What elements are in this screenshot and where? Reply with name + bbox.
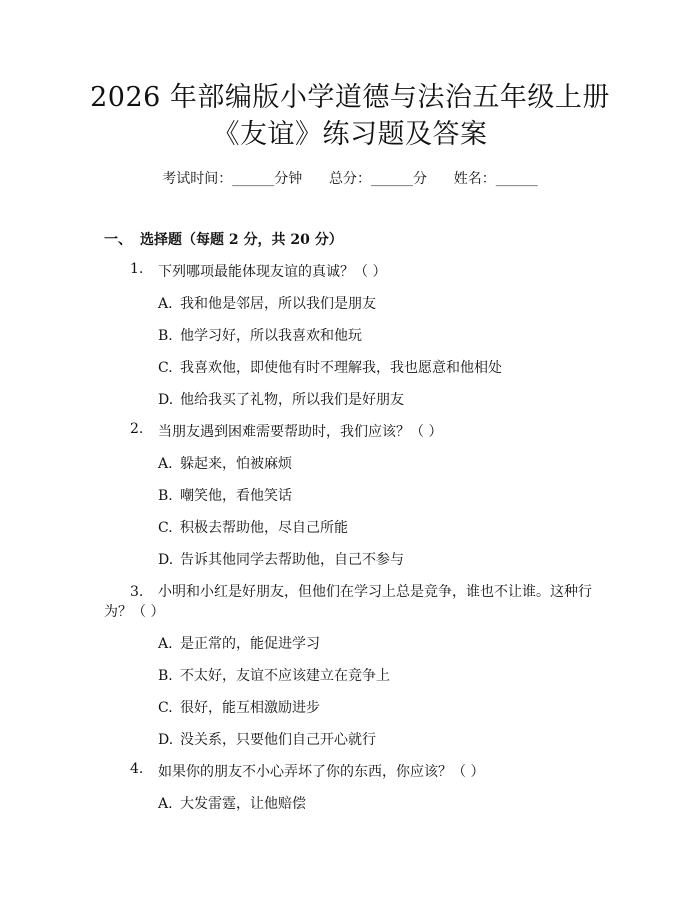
option-label: C. bbox=[158, 520, 173, 536]
option-text: 他给我买了礼物，所以我们是好朋友 bbox=[180, 392, 404, 408]
q2-option-a bbox=[158, 453, 292, 473]
question-text: 当朋友遇到困难需要帮助时，我们应该？（ ） bbox=[158, 424, 443, 440]
q3-option-b bbox=[158, 665, 390, 685]
exam-info-line: 考试时间：______分钟 总分：______分 姓名：______ bbox=[162, 171, 538, 187]
question-text-line-1: 小明和小红是好朋友，但他们在学习上总是竞争，谁也不让谁。这种行 bbox=[158, 584, 592, 600]
q2-option-c bbox=[158, 517, 348, 537]
option-label: A. bbox=[158, 636, 173, 652]
section-number: 一、 bbox=[104, 232, 132, 248]
q1-option-d bbox=[158, 389, 404, 409]
question-number: 4. bbox=[130, 761, 144, 777]
option-text: 很好，能互相激励进步 bbox=[180, 700, 320, 716]
option-text: 大发雷霆，让他赔偿 bbox=[180, 796, 306, 812]
option-label: D. bbox=[158, 732, 174, 748]
option-label: C. bbox=[158, 360, 173, 376]
option-label: D. bbox=[158, 392, 174, 408]
question-3 bbox=[130, 581, 592, 601]
q3-option-d bbox=[158, 729, 376, 749]
option-label: B. bbox=[158, 668, 173, 684]
question-3-continuation: 为？（ ） bbox=[104, 604, 165, 620]
option-text: 积极去帮助他，尽自己所能 bbox=[180, 520, 348, 536]
q4-option-a bbox=[158, 793, 306, 813]
q3-option-a bbox=[158, 633, 320, 653]
option-label: D. bbox=[158, 552, 174, 568]
option-text: 我喜欢他，即使他有时不理解我，我也愿意和他相处 bbox=[180, 360, 502, 376]
option-text: 我和他是邻居，所以我们是朋友 bbox=[180, 296, 376, 312]
question-number: 2. bbox=[130, 421, 144, 437]
option-text: 是正常的，能促进学习 bbox=[180, 636, 320, 652]
q2-option-b bbox=[158, 485, 292, 505]
option-text: 他学习好，所以我喜欢和他玩 bbox=[180, 328, 362, 344]
section-heading bbox=[104, 229, 343, 249]
question-number: 1. bbox=[130, 261, 144, 277]
title-line-2: 《友谊》练习题及答案 bbox=[212, 119, 488, 150]
title-line-1: 2026 年部编版小学道德与法治五年级上册 bbox=[90, 82, 610, 113]
section-label: 选择题（每题 2 分，共 20 分） bbox=[140, 232, 343, 248]
option-label: A. bbox=[158, 456, 173, 472]
q1-option-c bbox=[158, 357, 502, 377]
option-text: 告诉其他同学去帮助他，自己不参与 bbox=[180, 552, 404, 568]
q3-option-c bbox=[158, 697, 320, 717]
q2-option-d bbox=[158, 549, 404, 569]
option-text: 嘲笑他，看他笑话 bbox=[180, 488, 292, 504]
q1-option-a bbox=[158, 293, 376, 313]
option-label: B. bbox=[158, 488, 173, 504]
option-label: B. bbox=[158, 328, 173, 344]
q1-option-b bbox=[158, 325, 362, 345]
option-text: 不太好，友谊不应该建立在竞争上 bbox=[180, 668, 390, 684]
option-label: A. bbox=[158, 296, 173, 312]
option-label: A. bbox=[158, 796, 173, 812]
option-label: C. bbox=[158, 700, 173, 716]
question-text: 下列哪项最能体现友谊的真诚？（ ） bbox=[158, 264, 387, 280]
option-text: 躲起来，怕被麻烦 bbox=[180, 456, 292, 472]
question-number: 3. bbox=[130, 584, 144, 600]
option-text: 没关系，只要他们自己开心就行 bbox=[180, 732, 376, 748]
question-text: 如果你的朋友不小心弄坏了你的东西，你应该？（ ） bbox=[158, 764, 485, 780]
